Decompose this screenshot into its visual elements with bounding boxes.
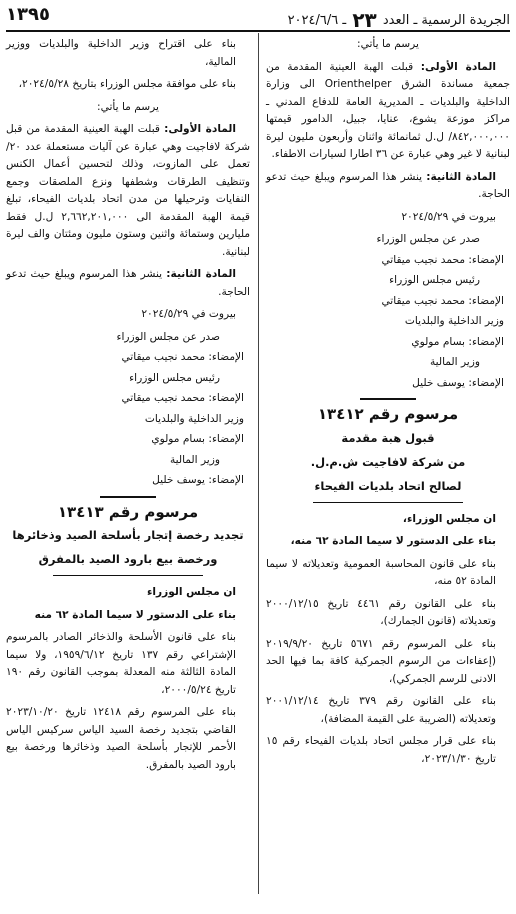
- recital-1: بناء على قانون المحاسبة العمومية وتعديلاته لا سيما المادة ٥٢ منه،: [266, 557, 496, 587]
- recital-5: بناء على قرار مجلس اتحاد بلديات الفيحاء رقم ١٥ تاريخ ٢٠٢٣/١/٣٠،: [266, 735, 496, 765]
- page-header: [6, 4, 510, 30]
- signature-2: الإمضاء: محمد نجيب ميقاتي: [121, 392, 244, 404]
- decree-title-line-1: قبول هبة مقدمة: [341, 430, 435, 445]
- recital-1: بناء على قانون الأسلحة والذخائر الصادر بالمرسوم الإشتراعي رقم ١٣٧ تاريخ ١٩٥٩/٦/١٢، ولا سيما المادة الثالثة منه المعدلة بموجب القانون رقم ١٩٠ تاريخ ٢٠٠٠/٥/٢٤،: [6, 631, 236, 696]
- article-2: [266, 169, 510, 204]
- recital-2: بناء على المرسوم رقم ١٢٤١٨ تاريخ ٢٠٢٣/١٠/٢٠ القاضي بتجديد رخصة السيد الياس سركيس الياس الأحمر للإتجار بأسلحة الصيد وذخائرها ورخصة بيع بارود الصيد بالمفرق.: [6, 706, 236, 771]
- page-number: ١٣٩٥: [6, 4, 50, 25]
- article-2: [6, 266, 250, 301]
- separator: [313, 502, 463, 503]
- separator: [53, 575, 203, 576]
- issued-by: صدر عن مجلس الوزراء: [116, 330, 220, 343]
- signature-1: الإمضاء: محمد نجيب ميقاتي: [121, 351, 244, 363]
- right-column: [266, 36, 510, 904]
- recital-proposal: بناء على اقتراح وزير الداخلية والبلديات ووزير المالية،: [6, 38, 236, 68]
- pm-title: رئيس مجلس الوزراء: [389, 274, 480, 286]
- decree-number: مرسوم رقم ١٣٤١٢: [317, 405, 459, 423]
- finance-minister-title: وزير المالية: [169, 453, 220, 466]
- place-date: بيروت في ٢٠٢٤/٥/٢٩: [401, 210, 496, 223]
- place-date: بيروت في ٢٠٢٤/٥/٢٩: [141, 308, 236, 320]
- article-1: [6, 121, 250, 261]
- column-divider: [258, 33, 259, 894]
- article-1: [266, 59, 510, 164]
- signature-4: الإمضاء: يوسف خليل: [412, 376, 504, 389]
- issue-number: ٢٣: [352, 8, 377, 32]
- article-2-text: ينشر هذا المرسوم ويبلغ حيث تدعو الحاجة.: [6, 268, 250, 298]
- left-column: [6, 36, 250, 904]
- signature-3: الإمضاء: بسام مولوي: [151, 433, 244, 445]
- article-1-label: المادة الأولى:: [420, 60, 497, 73]
- constitution-line: بناء على الدستور لا سيما المادة ٦٢ منه،: [290, 535, 496, 547]
- issue-date: ـ ٢٠٢٤/٦/٦: [287, 13, 347, 28]
- recital-3: بناء على المرسوم رقم ٥٦٧١ تاريخ ٢٠١٩/٩/٢٠ (إعفاءات من الرسوم الجمركية كافة بما فيها الحد الادنى للرسم الجمركي)،: [266, 637, 496, 685]
- header-rule: [6, 30, 510, 32]
- recital-2: بناء على القانون رقم ٤٤٦١ تاريخ ٢٠٠٠/١٢/١٥ وتعديلاته (قانون الجمارك)،: [266, 597, 496, 627]
- finance-minister-title: وزير المالية: [429, 356, 480, 368]
- recital-4: بناء على القانون رقم ٣٧٩ تاريخ ٢٠٠١/١٢/١٤ وتعديلاته (الضريبة على القيمة المضافة)،: [266, 695, 496, 725]
- decree-text: يرسم ما يأتي:: [97, 100, 159, 113]
- council-line: ان مجلس الوزراء،: [402, 512, 496, 525]
- article-2-label: المادة الثانية:: [166, 268, 236, 280]
- decree-title-line-3: لصالح اتحاد بلديات الفيحاء: [314, 478, 462, 493]
- recital-approval: بناء على موافقة مجلس الوزراء بتاريخ ٢٠٢٤/٥/٢٨،: [18, 78, 236, 90]
- gazette-title: [288, 8, 510, 32]
- signature-3: الإمضاء: بسام مولوي: [411, 335, 504, 348]
- interior-minister-title: وزير الداخلية والبلديات: [144, 412, 244, 425]
- separator: [100, 496, 156, 498]
- decree-title-line-2: من شركة لافاجيت ش.م.ل.: [310, 454, 466, 469]
- council-line: ان مجلس الوزراء: [146, 586, 236, 598]
- article-1-label: المادة الأولى:: [164, 123, 237, 135]
- pm-title: رئيس مجلس الوزراء: [129, 371, 220, 384]
- decree-title-line-1: تجديد رخصة إتجار بأسلحة الصيد وذخائرها: [12, 528, 244, 542]
- decree-text: يرسم ما يأتي:: [357, 38, 419, 50]
- decree-title-line-2: ورخصة بيع بارود الصيد بالمفرق: [38, 552, 218, 566]
- constitution-line: بناء على الدستور لا سيما المادة ٦٢ منه: [34, 608, 236, 621]
- signature-1: الإمضاء: محمد نجيب ميقاتي: [381, 253, 504, 266]
- article-1-text: قبلت الهبة العينية المقدمة من قبل شركة لافاجيت وهي عبارة عن آليات مستعملة عدد ٢٠/ تعمل على المازوت، وذلك لتحسين أعمال الكنس وتنظيف الطرقات وشطفها ونزع الملصقات وجمع النفايات وترحيلها من مدن اتحاد بلديات الفيحاء، تبلغ قيمة الهبة المقدمة الى ٢,٦٦٢,٢٠١,٠٠٠ ل.ل فقط مليارين وستمائة واثنين وستون مليون ومئتان والف ليرة لبنانية.: [6, 123, 250, 258]
- article-2-text: ينشر هذا المرسوم ويبلغ حيث تدعو الحاجة.: [266, 170, 510, 200]
- signature-2: الإمضاء: محمد نجيب ميقاتي: [381, 294, 504, 307]
- article-1-text: قبلت الهبة العينية المقدمة من جمعية مساندة الشرق Orienthelper الى وزارة الداخلية والبلديات ـ المديرية العامة للدفاع المدني ـ مراكز موزعة يشوع، عنايا، جبيل، الدامور قيمتها ٨٤٢,٠٠٠,٠٠٠/ ل.ل ثمانمائة واثنان وأربعون مليون ليرة لبنانية لا غير وهي عبارة عن ٣٦ اطارا لسيارات الاطفاء.: [266, 60, 510, 160]
- signature-4: الإمضاء: يوسف خليل: [152, 474, 244, 486]
- gazette-name: الجريدة الرسمية ـ العدد: [382, 13, 510, 28]
- separator: [360, 398, 416, 400]
- issued-by: صدر عن مجلس الوزراء: [376, 233, 480, 245]
- interior-minister-title: وزير الداخلية والبلديات: [404, 315, 504, 327]
- decree-number: مرسوم رقم ١٣٤١٣: [57, 502, 199, 521]
- article-2-label: المادة الثانية:: [426, 170, 496, 183]
